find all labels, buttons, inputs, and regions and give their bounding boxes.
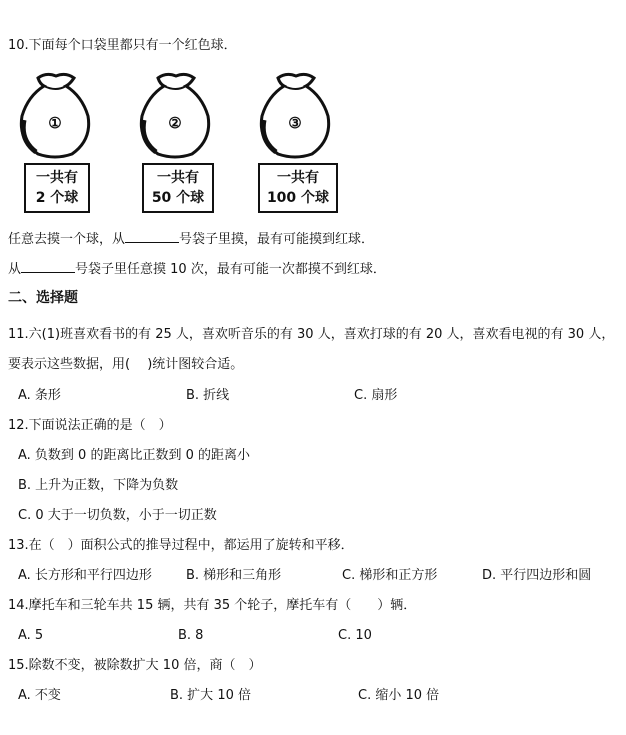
q13-option-b[interactable]: B. 梯形和三角形 [186,568,282,583]
q11-option-a[interactable]: A. 条形 [18,388,61,403]
answer-blank[interactable] [125,230,179,243]
q15-option-c[interactable]: C. 缩小 10 倍 [358,688,440,703]
q11-option-b[interactable]: B. 折线 [186,388,230,403]
q13-option-a[interactable]: A. 长方形和平行四边形 [18,568,152,583]
bag-1-label-box [24,163,90,213]
bag-label-line1: 一共有 [36,170,78,186]
q14-option-c[interactable]: C. 10 [338,628,372,643]
q11-option-c[interactable]: C. 扇形 [354,388,398,403]
q12-text: 12.下面说法正确的是（ ） [8,418,172,433]
bag-number: ② [168,114,182,132]
q13-option-d[interactable]: D. 平行四边形和圆 [482,568,592,583]
section-heading: 二、选择题 [8,290,78,306]
q11-text-line2: 要表示这些数据，用( )统计图较合适。 [8,357,244,372]
q10-title: 10.下面每个口袋里都只有一个红色球． [8,38,237,53]
bag-2-illustration [136,70,214,160]
q13-text: 13.在（ ）面积公式的推导过程中，都运用了旋转和平移． [8,538,354,553]
q15-text: 15.除数不变，被除数扩大 10 倍，商（ ） [8,658,262,673]
bag-1-illustration [16,70,94,160]
q12-option-b[interactable]: B. 上升为正数，下降为负数 [18,478,179,493]
q14-option-a[interactable]: A. 5 [18,628,44,643]
bag-2-label-box [142,163,214,213]
answer-blank[interactable] [21,260,75,273]
bag-3-label-box [258,163,338,213]
q14-option-b[interactable]: B. 8 [178,628,204,643]
q10-line-b: 从 号袋子里任意摸 10 次，最有可能一次都摸不到红球． [8,262,386,277]
bag-number: ③ [288,114,302,132]
bag-label-line1: 一共有 [157,170,199,186]
bag-number: ① [48,114,62,132]
bag-label-line2: 100 个球 [266,190,330,206]
q13-option-c[interactable]: C. 梯形和正方形 [342,568,438,583]
q12-option-c[interactable]: C. 0 大于一切负数，小于一切正数 [18,508,217,523]
bag-label-line2: 2 个球 [35,190,79,206]
q10-line-a: 任意去摸一个球，从 号袋子里摸，最有可能摸到红球． [8,232,375,247]
q11-text-line1: 11.六(1)班喜欢看书的有 25 人，喜欢听音乐的有 30 人，喜欢打球的有 20 人，喜欢看电视的有 30 人， [8,327,615,342]
bag-3-illustration [256,70,334,160]
bag-label-line1: 一共有 [277,170,319,186]
q14-text: 14.摩托车和三轮车共 15 辆，共有 35 个轮子，摩托车有（ ）辆． [8,598,417,613]
q15-option-b[interactable]: B. 扩大 10 倍 [170,688,251,703]
q15-option-a[interactable]: A. 不变 [18,688,61,703]
q12-option-a[interactable]: A. 负数到 0 的距离比正数到 0 的距离小 [18,448,251,463]
bag-label-line2: 50 个球 [151,190,205,206]
